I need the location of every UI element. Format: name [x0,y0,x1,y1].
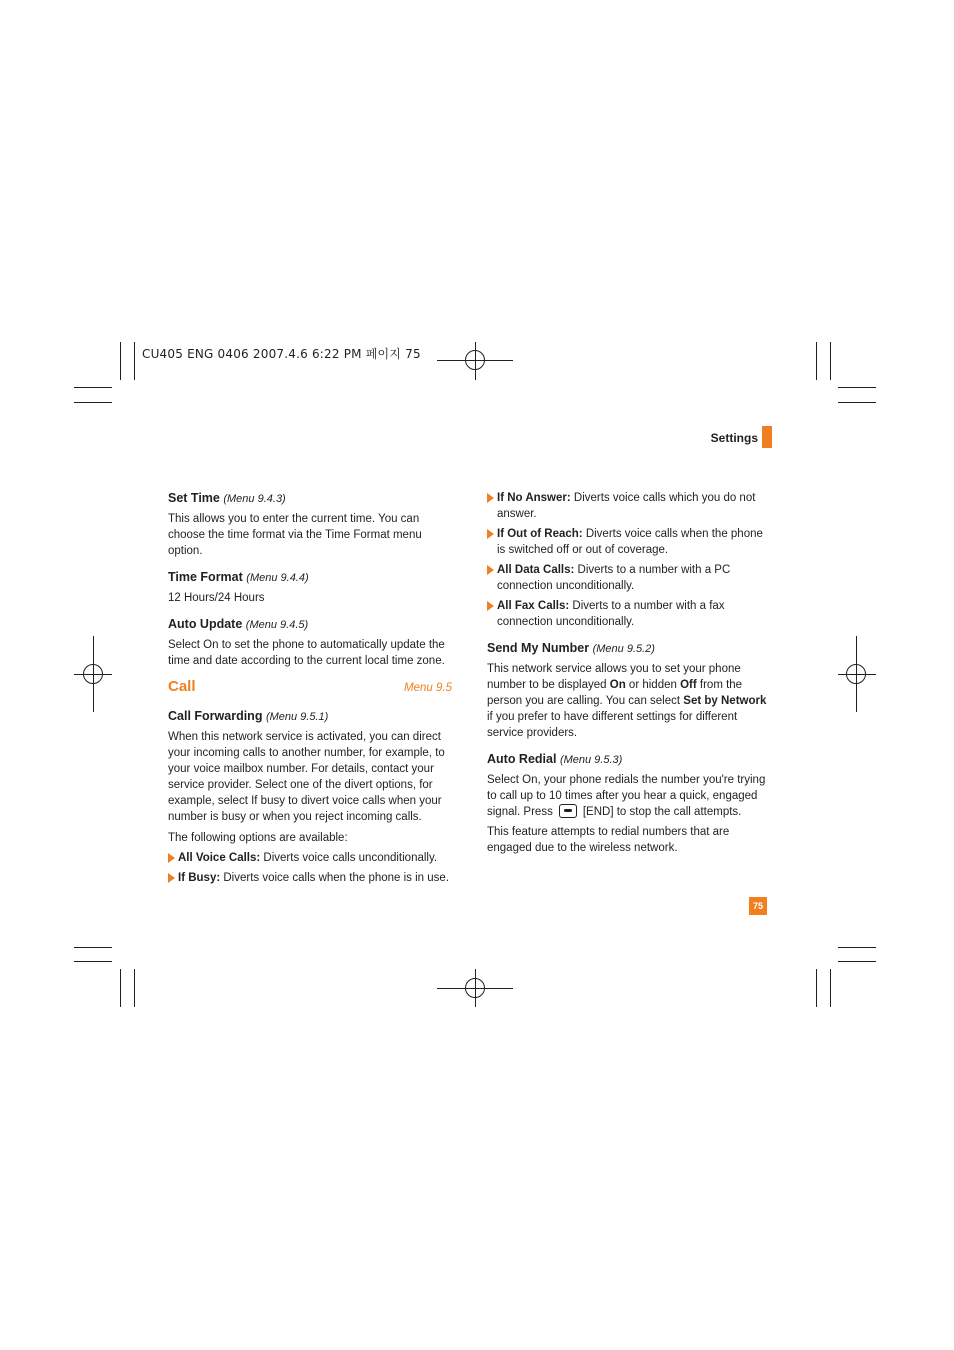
crop-mark-line [830,342,831,380]
send-my-number-title: Send My Number [487,641,590,655]
auto-redial-text-part: [END] to stop the call attempts. [582,806,742,818]
bullet-description: Diverts to a number with a PC connection unconditionally. [497,564,731,592]
call-forwarding-menu: (Menu 9.5.1) [265,711,329,723]
bullet-label: If No Answer: [497,492,571,504]
call-section-menu: Menu 9.5 [404,682,452,694]
page-number: 75 [749,897,767,915]
bullet-text [497,562,771,594]
auto-update-menu: (Menu 9.4.5) [245,619,309,631]
option-off: Off [680,679,697,691]
auto-redial-section [487,751,771,856]
auto-update-section [168,616,452,669]
auto-redial-menu: (Menu 9.5.3) [559,754,623,766]
set-time-title: Set Time [168,491,220,505]
call-section-title: Call [168,678,196,695]
set-time-text: This allows you to enter the current time. You can choose the time format via the Time Format menu option. [168,513,422,557]
bullet-text [497,526,771,558]
crop-mark-line [74,387,112,388]
bullet-label: If Busy: [178,872,221,884]
call-section-heading [168,679,452,696]
registration-mark-circle [846,664,866,684]
set-time-menu: (Menu 9.4.3) [223,493,286,505]
left-column [168,490,452,896]
send-my-number-section [487,640,771,741]
crop-mark-line [838,387,876,388]
send-my-number-text-part: or hidden [625,679,681,691]
send-my-number-menu: (Menu 9.5.2) [592,643,655,655]
crop-mark-line [74,961,112,962]
time-format-heading [168,569,452,586]
send-my-number-heading [487,640,771,657]
option-set-by-network: Set by Network [683,695,767,707]
send-my-number-text-part: This network service allows you to set your phone number to be displayed [487,663,741,691]
bullet-label: All Voice Calls: [178,852,261,864]
crop-mark-line [74,402,112,403]
registration-mark-circle [83,664,103,684]
bullet-description: Diverts voice calls unconditionally. [260,852,438,864]
bullet-arrow-icon [487,601,494,611]
auto-update-heading [168,616,452,633]
set-time-section [168,490,452,559]
auto-redial-note: This feature attempts to redial numbers that are engaged due to the wireless network. [487,826,730,854]
send-my-number-text [487,661,771,741]
bullet-label: All Data Calls: [497,564,575,576]
bullet-text [497,490,771,522]
list-item [168,850,452,866]
end-key-icon [559,804,577,818]
bullet-text [178,870,452,886]
crop-mark-line [120,342,121,380]
bullet-description: Diverts to a number with a fax connection unconditionally. [497,600,725,628]
crop-mark-line [816,969,817,1007]
crop-mark-line [838,961,876,962]
right-column [487,490,771,866]
crop-mark-line [816,342,817,380]
crop-mark-line [134,969,135,1007]
crop-mark-line [74,947,112,948]
time-format-section [168,569,452,606]
bullet-text [178,850,452,866]
bullet-description: Diverts voice calls which you do not answer. [497,492,756,520]
send-my-number-text-part: if you prefer to have different settings for different service providers. [487,711,738,739]
registration-mark-circle [465,978,485,998]
call-forwarding-section [168,708,452,886]
set-time-heading [168,490,452,507]
bullet-description: Diverts voice calls when the phone is switched off or out of coverage. [497,528,763,556]
auto-redial-text [487,772,771,820]
bullet-arrow-icon [168,853,175,863]
call-forwarding-options-intro: The following options are available: [168,832,348,844]
crop-mark-line [830,969,831,1007]
bullet-arrow-icon [487,565,494,575]
auto-update-text: Select On to set the phone to automatically update the time and date according to the current local time zone. [168,639,445,667]
crop-mark-line [838,402,876,403]
bullet-arrow-icon [487,529,494,539]
call-forwarding-text: When this network service is activated, you can direct your incoming calls to another number, for example, to your voice mailbox number. For details, contact your service provider. Select one of the divert options, for example, select If busy to divert voice calls when your number is busy or when you reject incoming calls. [168,731,445,823]
crop-mark-line [134,342,135,380]
list-item [487,562,771,594]
registration-mark-circle [465,350,485,370]
section-tab-marker [762,426,772,448]
call-forwarding-title: Call Forwarding [168,709,263,723]
bullet-arrow-icon [487,493,494,503]
section-label: Settings [710,431,758,445]
time-format-menu: (Menu 9.4.4) [246,572,309,584]
bullet-label: All Fax Calls: [497,600,570,612]
print-info: CU405 ENG 0406 2007.4.6 6:22 PM 페이지 75 [142,347,421,361]
auto-update-title: Auto Update [168,617,243,631]
list-item [487,598,771,630]
auto-redial-heading [487,751,771,768]
send-my-number-text-part: from the person you are calling. You can select [487,679,743,707]
list-item [487,526,771,558]
crop-mark-line [838,947,876,948]
call-forwarding-heading [168,708,452,725]
time-format-text: 12 Hours/24 Hours [168,592,265,604]
crop-mark-line [120,969,121,1007]
auto-redial-text-part: Select On, your phone redials the number you're trying to call up to 10 times after you hear a quick, engaged signal. Press [487,774,766,818]
option-on: On [609,679,626,691]
list-item [487,490,771,522]
list-item [168,870,452,886]
bullet-text [497,598,771,630]
time-format-title: Time Format [168,570,243,584]
bullet-description: Diverts voice calls when the phone is in use. [220,872,450,884]
auto-redial-title: Auto Redial [487,752,557,766]
bullet-arrow-icon [168,873,175,883]
bullet-label: If Out of Reach: [497,528,583,540]
